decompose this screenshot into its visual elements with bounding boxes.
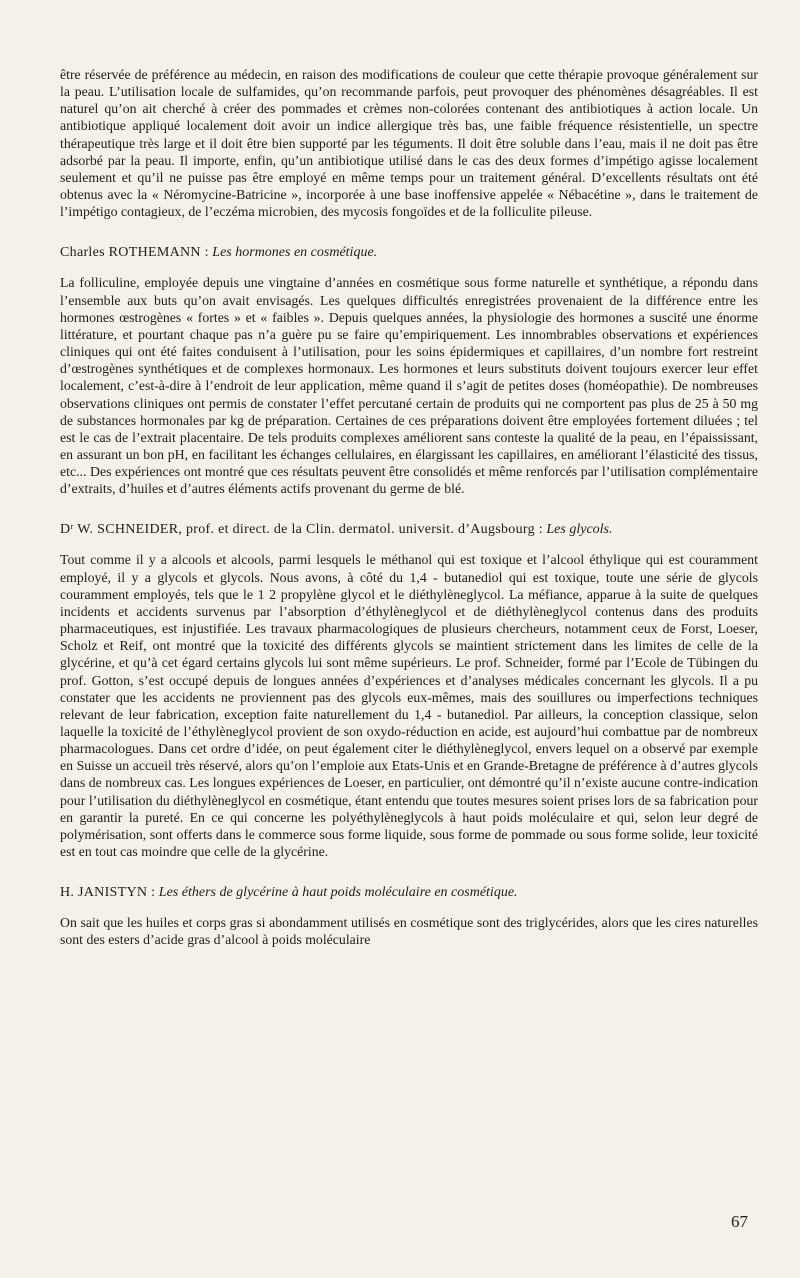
janistyn-heading [60, 884, 758, 902]
schneider-author: Dʳ W. SCHNEIDER, prof. et direct. de la Clin. dermatol. universit. d’Augsbourg : [60, 522, 543, 538]
rothemann-author: Charles ROTHEMANN : [60, 245, 209, 261]
rothemann-paragraph: La folliculine, employée depuis une vingtaine d’années en cosmétique sous forme naturelle et synthétique, a répondu dans l’ensemble aux buts qu’on avait envisagés. Les quelques difficultés enregistrées provenaient de la différence entre les hormones œstrogènes « fortes » et « faibles ». Depuis quelques années, la physiologie des hormones a suscité une énorme littérature, et pourtant chaque pas n’a guère pu se faire qu’empiriquement. Les innombrables observations et expériences cliniques qui ont été faites conduisent à l’utilisation, pour les soins épidermiques et capillaires, d’un nombre fort restreint d’œstrogènes synthétiques et de complexes hormonaux. Les hormones et leurs substituts doivent toujours exercer leur effet localement, c’est-à-dire à l’endroit de leur application, même quand il s’agit de petites doses (homéopathie). De nombreuses observations cliniques ont permis de constater l’effet percutané certain de produits qui ne comportent pas plus de 25 à 50 mg de substances hormonales par kg de préparation. Certaines de ces préparations doivent être employées fortement diluées ; tel est le cas de l’extrait placentaire. De tels produits complexes améliorent sans conteste la qualité de la peau, en l’épaississant, en assurant un bon pH, en facilitant les échanges cellulaires, en élargissant les capillaires, en améliorant l’élasticité des tissus, etc... Des expériences ont montré que ces résultats peuvent être consolidés et même renforcés par l’utilisation complémentaire d’extraits, d’huiles et d’autres éléments actifs provenant du germe de blé. [60, 275, 758, 497]
schneider-heading [60, 521, 758, 539]
schneider-paragraph: Tout comme il y a alcools et alcools, parmi lesquels le méthanol qui est toxique et l’alcool éthylique qui est couramment employé, il y a glycols et glycols. Nous avons, à côté du 1,4 - butanediol qui est toxique, toute une série de glycols couramment employés, tels que le 1 2 propylène glycol et le diéthylèneglycol. La méfiance, apparue à la suite de quelques incidents et accidents survenus par l’absorption d’éthylèneglycol et de diéthylèneglycol contenus dans des produits pharmaceutiques, est injustifiée. Les travaux pharmacologiques de plusieurs chercheurs, notamment ceux de Forst, Loeser, Scholz et Reif, ont montré que la toxicité des différents glycols se maintient strictement dans les limites de celle de la glycérine, et qu’à cet égard certains glycols lui sont même supérieurs. Le prof. Schneider, formé par l’Ecole de Tübingen du prof. Gotton, s’est occupé depuis de longues années d’expériences et d’analyses médicales concernant les glycols. Il a pu constater que les accidents ne proviennent pas des glycols eux-mêmes, mais des souillures ou imperfections techniques relevant de leur fabrication, exception faite naturellement du 1,4 - butanediol. Par ailleurs, la conception classique, selon laquelle la toxicité de l’éthylèneglycol provient de son oxydo-réduction en acide, est aujourd’hui combattue par de nombreux pharmacologues. Dans cet ordre d’idée, on peut également citer le diéthylèneglycol, envers lequel on a observé par exemple en Suisse un accueil très réservé, alors qu’on l’emploie aux Etats-Unis et en Grande-Bretagne de préférence à d’autres glycols dans de nombreux cas. Les longues expériences de Loeser, en particulier, ont démontré qu’il n’existe aucune contre-indication pour l’utilisation du diéthylèneglycol en cosmétique, étant entendu que toutes mesures soient prises lors de sa fabrication pour en garantir la pureté. En ce qui concerne les polyéthylèneglycols à haut poids moléculaire et qui, selon leur degré de polymérisation, sont offerts dans le commerce sous forme liquide, sous forme de pommade ou sous forme solide, leur toxicité est en tout cas moindre que celle de la glycérine. [60, 552, 758, 860]
rothemann-heading [60, 244, 758, 262]
janistyn-title: Les éthers de glycérine à haut poids moléculaire en cosmétique. [158, 885, 518, 901]
schneider-title: Les glycols. [546, 522, 613, 538]
page-number: 67 [731, 1212, 748, 1231]
janistyn-author: H. JANISTYN : [60, 885, 156, 901]
janistyn-paragraph: On sait que les huiles et corps gras si abondamment utilisés en cosmétique sont des triglycérides, alors que les cires naturelles sont des esters d’acide gras d’alcool à poids moléculaire [60, 915, 758, 948]
intro-paragraph: être réservée de préférence au médecin, en raison des modifications de couleur que cette thérapie provoque généralement sur la peau. L’utilisation locale de sulfamides, qu’on recommande parfois, peut provoquer des phénomènes désagréables. Il est naturel qu’on ait cherché à créer des pommades et crèmes non-colorées contenant des antibiotiques à action locale. Un antibiotique appliqué localement doit avoir un indice allergique très bas, une faible fréquence résistentielle, un spectre thérapeutique très large et il doit être bien supporté par les téguments. Il doit être soluble dans l’eau, mais il ne doit pas être adsorbé par la peau. Il importe, enfin, qu’un antibiotique utilisé dans le cas des deux formes d’impétigo agisse localement seulement et qu’il ne puisse pas être employé en même temps pour un traitement général. D’excellents résultats ont été obtenus avec la « Néromycine-Batricine », incorporée à une base inoffensive appelée « Nébacétine », dans le traitement de l’impétigo contagieux, de l’eczéma microbien, des mycosis fongoïdes et de la folliculite pileuse. [60, 67, 758, 220]
rothemann-title: Les hormones en cosmétique. [212, 245, 378, 261]
document-page [60, 66, 758, 949]
